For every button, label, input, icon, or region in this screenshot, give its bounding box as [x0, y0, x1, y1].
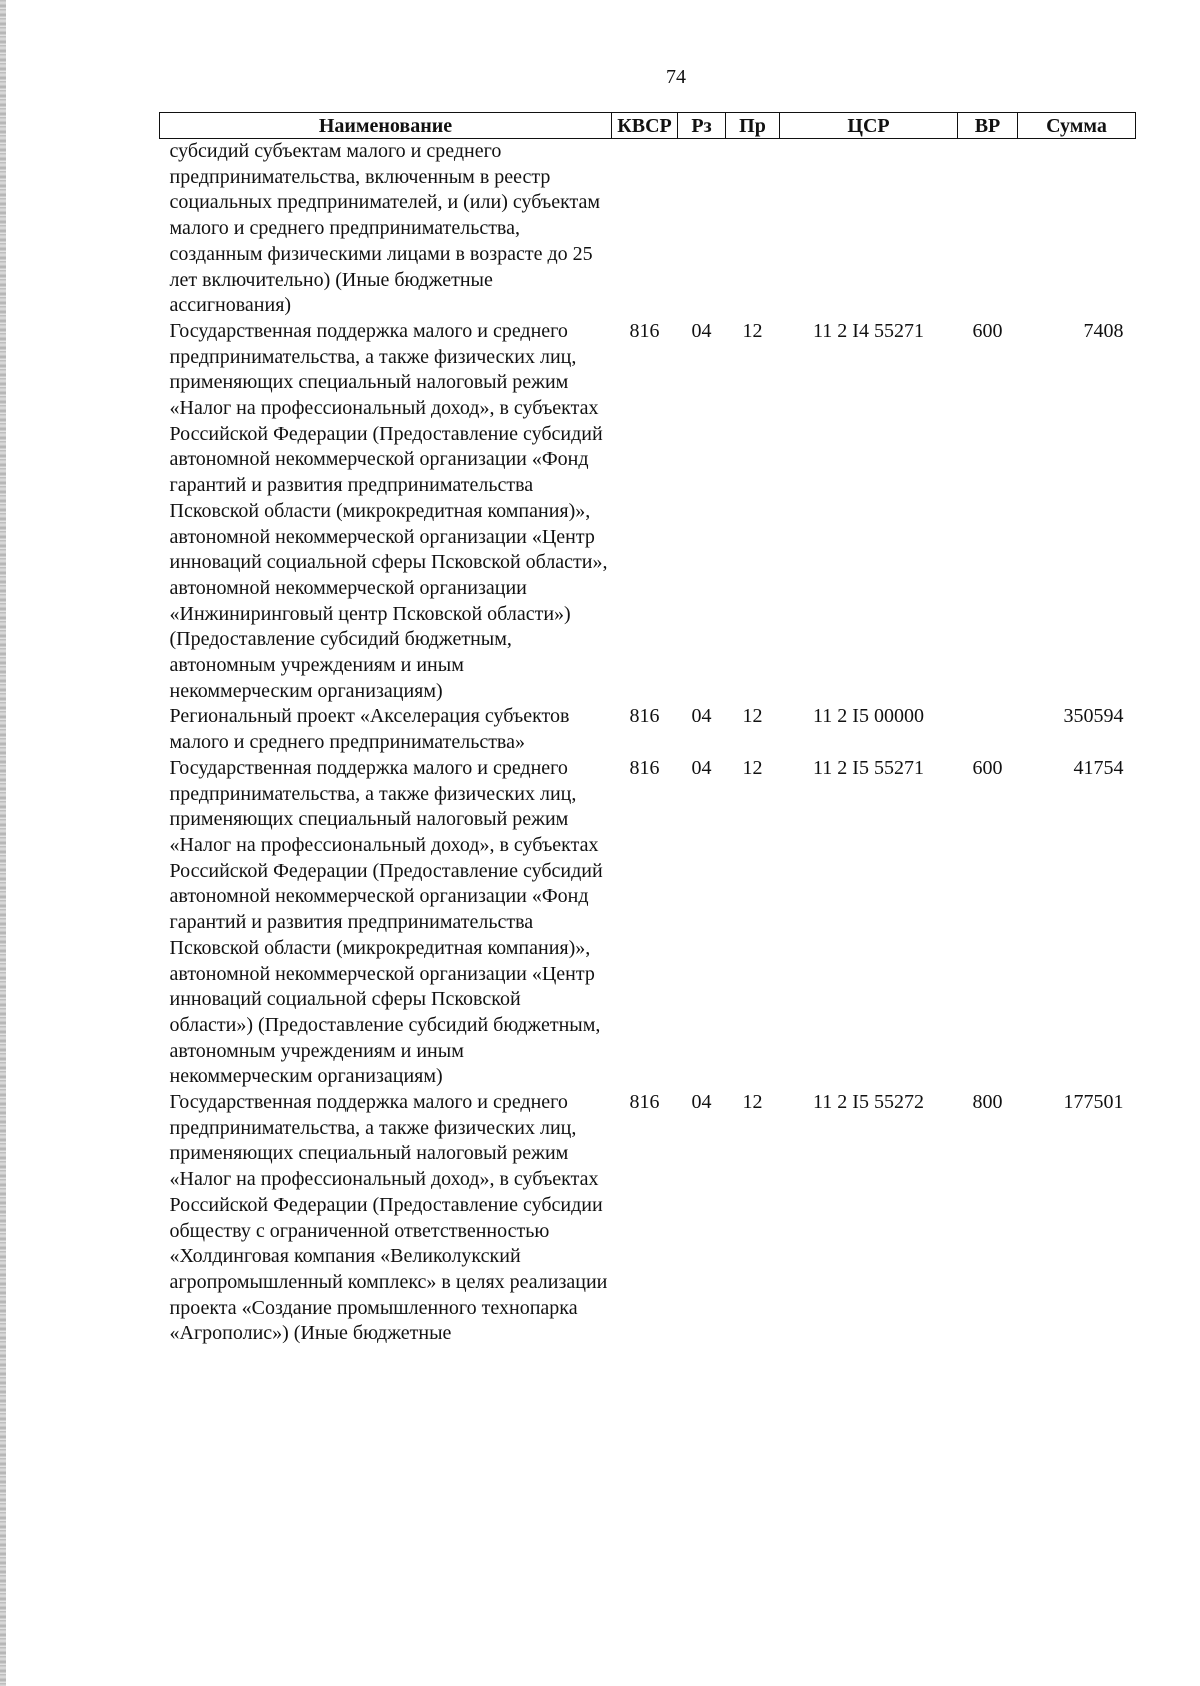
row-csr	[780, 139, 958, 319]
row-rz: 04	[691, 1091, 712, 1114]
header-rz: Рз	[678, 113, 726, 139]
row-name: Государственная поддержка малого и среднего предпринимательства, а также физических лиц, применяющих специальный налоговый режим «Налог на профессиональный доход», в субъектах Российской Федерации (Предоставление субсидии обществу с ограниченной ответственностью «Холдинговая компания «Великолукский агропромышленный комплекс» в целях реализации проекта «Создание промышленного технопарка «Агрополис») (Иные бюджетные	[169, 1091, 608, 1345]
row-pr	[726, 139, 780, 319]
table-header-row	[160, 113, 1136, 139]
table-row	[160, 756, 1136, 1090]
row-csr: 11 2 I5 55272	[813, 1091, 924, 1114]
row-kvsr: 816	[629, 1091, 660, 1114]
row-rz: 04	[691, 756, 712, 779]
row-sum: 41754	[1073, 756, 1124, 779]
header-kvsr: КВСР	[612, 113, 678, 139]
header-csr: ЦСР	[780, 113, 958, 139]
row-vr: 800	[972, 1091, 1003, 1114]
row-pr: 12	[742, 319, 763, 342]
row-csr: 11 2 I4 55271	[813, 319, 924, 342]
table-row	[160, 704, 1136, 755]
page-number: 74	[666, 66, 686, 88]
row-vr: 600	[972, 319, 1003, 342]
row-csr: 11 2 I5 00000	[813, 705, 924, 728]
header-sum: Сумма	[1018, 113, 1136, 139]
table-row	[160, 1090, 1136, 1347]
row-csr: 11 2 I5 55271	[813, 756, 924, 779]
row-vr	[958, 704, 1018, 755]
row-vr: 600	[972, 756, 1003, 779]
row-pr: 12	[742, 705, 763, 728]
row-rz: 04	[691, 319, 712, 342]
header-vr: ВР	[958, 113, 1018, 139]
row-sum: 7408	[1083, 319, 1124, 342]
row-pr: 12	[742, 1091, 763, 1114]
row-sum: 350594	[1063, 705, 1124, 728]
header-name: Наименование	[160, 113, 612, 139]
table-row	[160, 139, 1136, 319]
header-pr: Пр	[726, 113, 780, 139]
row-kvsr	[612, 139, 678, 319]
row-vr	[958, 139, 1018, 319]
row-kvsr: 816	[629, 705, 660, 728]
row-rz: 04	[691, 705, 712, 728]
row-name: Государственная поддержка малого и среднего предпринимательства, а также физических лиц, применяющих специальный налоговый режим «Налог на профессиональный доход», в субъектах Российской Федерации (Предоставление субсидий автономной некоммерческой организации «Фонд гарантий и развития предпринимательства Псковской области (микрокредитная компания)», автономной некоммерческой организации «Центр инноваций социальной сферы Псковской области», автономной некоммерческой организации «Инжиниринговый центр Псковской области») (Предоставление субсидий бюджетным, автономным учреждениям и иным некоммерческим организациям)	[169, 319, 608, 702]
table-row	[160, 319, 1136, 705]
row-name: Государственная поддержка малого и среднего предпринимательства, а также физических лиц, применяющих специальный налоговый режим «Налог на профессиональный доход», в субъектах Российской Федерации (Предоставление субсидий автономной некоммерческой организации «Фонд гарантий и развития предпринимательства Псковской области (микрокредитная компания)», автономной некоммерческой организации «Центр инноваций социальной сферы Псковской области») (Предоставление субсидий бюджетным, автономным учреждениям и иным некоммерческим организациям)	[169, 756, 603, 1088]
row-sum	[1018, 139, 1136, 319]
budget-table	[159, 112, 1136, 1347]
scan-edge	[0, 0, 6, 1686]
row-kvsr: 816	[629, 319, 660, 342]
row-name: Региональный проект «Акселерация субъектов малого и среднего предпринимательства»	[169, 705, 570, 754]
row-sum: 177501	[1063, 1091, 1124, 1114]
row-pr: 12	[742, 756, 763, 779]
row-kvsr: 816	[629, 756, 660, 779]
row-name: субсидий субъектам малого и среднего предпринимательства, включенным в реестр социальных предпринимателей, и (или) субъектам малого и среднего предпринимательства, созданным физическими лицами в возрасте до 25 лет включительно) (Иные бюджетные ассигнования)	[169, 140, 601, 317]
row-rz	[678, 139, 726, 319]
